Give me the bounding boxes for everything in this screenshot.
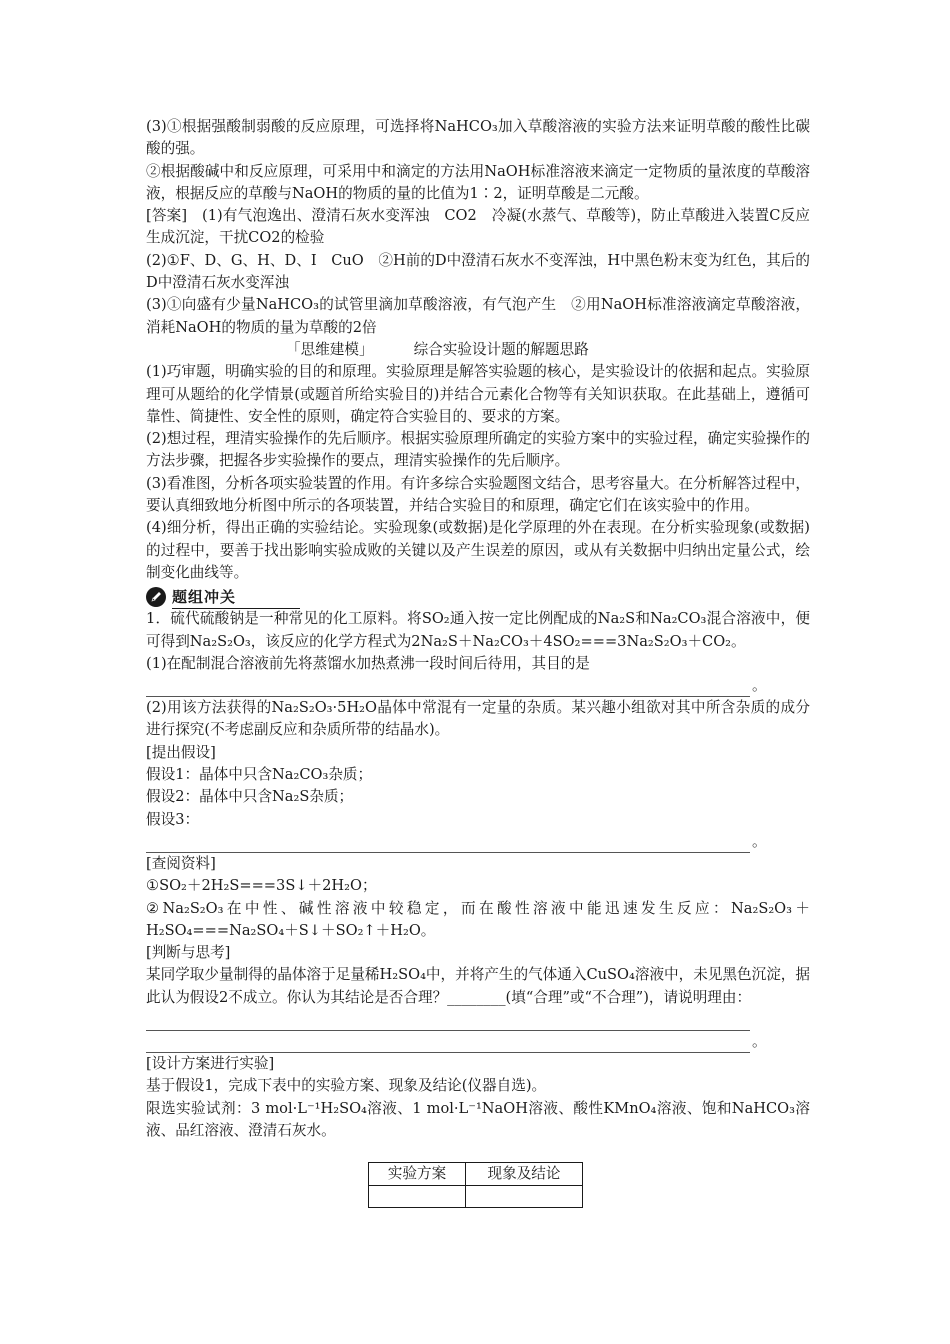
model-bracket: 「思维建模」 xyxy=(286,340,374,358)
table-header-row xyxy=(369,1163,583,1186)
reagents-text: 限选实验试剂：3 mol·L⁻¹H₂SO₄溶液、1 mol·L⁻¹NaOH溶液、酸性KMnO₄溶液、饱和NaHCO₃溶液、品红溶液、澄清石灰水。 xyxy=(146,1099,810,1139)
table-header-plan: 实验方案 xyxy=(369,1163,466,1186)
design-text: 基于假设1，完成下表中的实验方案、现象及结论(仪器自选)。 xyxy=(146,1077,547,1095)
model-title: 综合实验设计题的解题思路 xyxy=(413,340,589,358)
answer-3: (3)①向盛有少量NaHCO₃的试管里滴加草酸溶液，有气泡产生 ②用NaOH标准溶液滴定草酸溶液，消耗NaOH的物质的量为草酸的2倍 xyxy=(146,296,810,336)
hypothesis-3: 假设3： xyxy=(146,810,200,828)
pencil-icon xyxy=(146,587,166,607)
answer-blank-4[interactable]: 。 xyxy=(146,1031,810,1053)
reference-2: ②Na₂S₂O₃在中性、碱性溶液中较稳定，而在酸性溶液中能迅速发生反应：Na₂S₂O₃＋H₂SO₄===Na₂SO₄＋S↓＋SO₂↑＋H₂O。 xyxy=(146,899,810,939)
answer-1: [答案] (1)有气泡逸出、澄清石灰水变浑浊 CO2 冷凝(水蒸气、草酸等)，防止草酸进入装置C反应生成沉淀，干扰CO2的检验 xyxy=(146,207,810,247)
section-heading xyxy=(146,586,810,608)
question-1-stem: 1．硫代硫酸钠是一种常见的化工原料。将SO₂通入按一定比例配成的Na₂S和Na₂CO₃混合溶液中，便可得到Na₂S₂O₃，该反应的化学方程式为2Na₂S＋Na₂CO₃＋4SO₂===3Na₂S₂O₃＋CO₂。 xyxy=(146,610,810,650)
question-1-part-1: (1)在配制混合溶液前先将蒸馏水加热煮沸一段时间后待用，其目的是 xyxy=(146,654,590,672)
answer-blank-2[interactable]: 。 xyxy=(146,831,810,853)
hypothesis-1: 假设1：晶体中只含Na₂CO₃杂质； xyxy=(146,766,373,784)
table-row xyxy=(369,1186,583,1208)
answer-2: (2)①F、D、G、H、D、I CuO ②H前的D中澄清石灰水不变浑浊，H中黑色粉末变为红色，其后的D中澄清石灰水变浑浊 xyxy=(146,251,810,292)
document-page xyxy=(146,116,810,1208)
model-heading xyxy=(286,339,810,361)
judge-text: 某同学取少量制得的晶体溶于足量稀H₂SO₄中，并将产生的气体通入CuSO₄溶液中，未见黑色沉淀，据此认为假设2不成立。你认为其结论是否合理？________(填“合理”或“不合理”)，请说明理由： xyxy=(146,966,810,1006)
analysis-3-1: (3)①根据强酸制弱酸的反应原理，可选择将NaHCO₃加入草酸溶液的实验方法来证明草酸的酸性比碳酸的强。 xyxy=(146,118,810,158)
hypothesis-2: 假设2：晶体中只含Na₂S杂质； xyxy=(146,788,354,806)
question-1-part-2: (2)用该方法获得的Na₂S₂O₃·5H₂O晶体中常混有一定量的杂质。某兴趣小组欲对其中所含杂质的成分进行探究(不考虑副反应和杂质所带的结晶水)。 xyxy=(146,699,810,739)
answer-blank-1[interactable]: 。 xyxy=(146,675,810,697)
model-step-2: (2)想过程，理清实验操作的先后顺序。根据实验原理所确定的实验方案中的实验过程，确定实验操作的方法步骤，把握各步实验操作的要点，理清实验操作的先后顺序。 xyxy=(146,430,810,470)
model-step-4: (4)细分析，得出正确的实验结论。实验现象(或数据)是化学原理的外在表现。在分析实验现象(或数据)的过程中，要善于找出影响实验成败的关键以及产生误差的原因，或从有关数据中归纳出定量公式，绘制变化曲线等。 xyxy=(146,519,810,581)
table-header-result: 现象及结论 xyxy=(466,1163,583,1186)
judge-heading: [判断与思考] xyxy=(146,944,231,962)
model-step-1: (1)巧审题，明确实验的目的和原理。实验原理是解答实验题的核心，是实验设计的依据和起点。实验原理可从题给的化学情景(或题首所给实验目的)并结合元素化合物等有关知识获取。在此基础上，遵循可靠性、简捷性、安全性的原则，确定符合实验目的、要求的方案。 xyxy=(146,363,810,425)
hypothesis-heading: [提出假设] xyxy=(146,743,216,761)
analysis-3-2: ②根据酸碱中和反应原理，可采用中和滴定的方法用NaOH标准溶液来滴定一定物质的量浓度的草酸溶液，根据反应的草酸与NaOH的物质的量的比值为1∶2，证明草酸是二元酸。 xyxy=(146,162,810,202)
design-heading: [设计方案进行实验] xyxy=(146,1054,275,1072)
experiment-table xyxy=(368,1162,583,1208)
model-step-3: (3)看准图，分析各项实验装置的作用。有许多综合实验题图文结合，思考容量大。在分析解答过程中，要认真细致地分析图中所示的各项装置，并结合实验目的和原理，确定它们在该实验中的作用。 xyxy=(146,474,810,515)
table-cell-plan[interactable] xyxy=(369,1186,466,1208)
answer-blank-3[interactable] xyxy=(146,1009,810,1031)
reference-1: ①SO₂＋2H₂S===3S↓＋2H₂O； xyxy=(146,877,377,895)
section-label: 题组冲关 xyxy=(172,586,300,609)
reference-heading: [查阅资料] xyxy=(146,854,216,872)
table-cell-result[interactable] xyxy=(466,1186,583,1208)
